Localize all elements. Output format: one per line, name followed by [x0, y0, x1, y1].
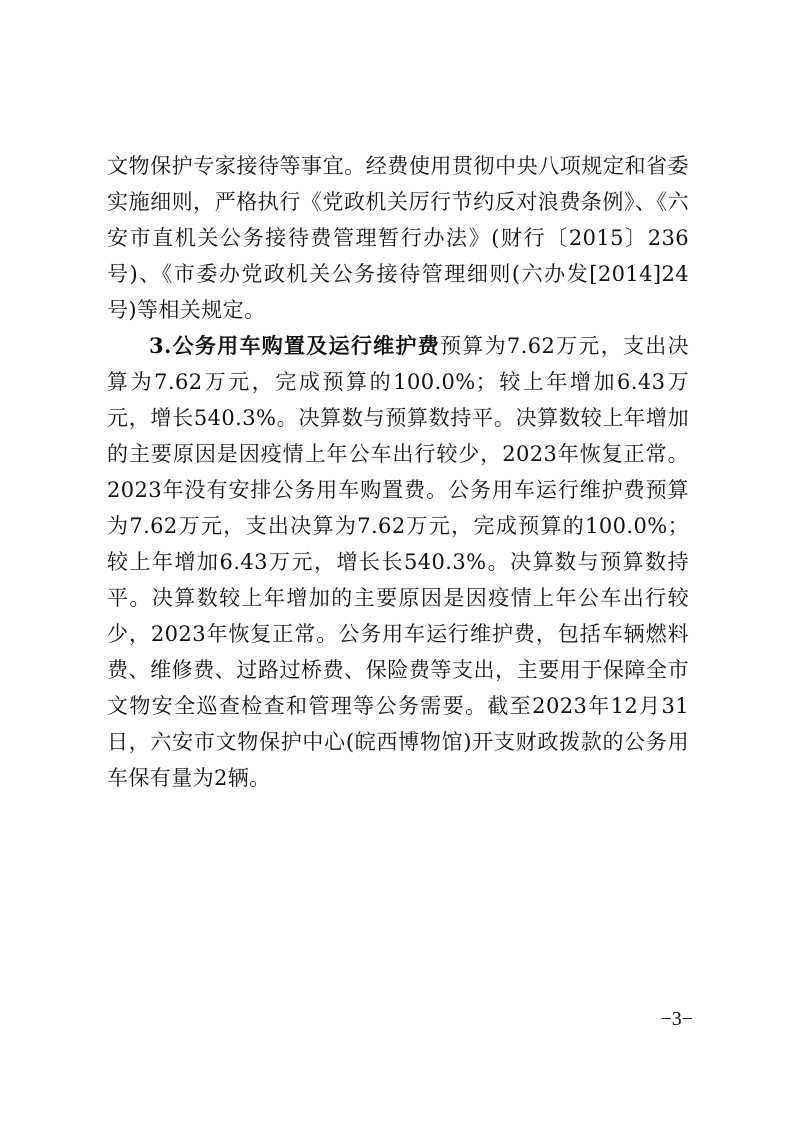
section-heading-vehicle-fees: 3.公务用车购置及运行维护费 [149, 333, 441, 358]
document-body [107, 148, 689, 796]
page-number: −3− [660, 1008, 693, 1030]
paragraph-vehicle-fees-text: 预算为7.62万元，支出决算为7.62万元，完成预算的100.0%；较上年增加6.43万元，增长540.3%。决算数与预算数持平。决算数较上年增加的主要原因是因疫情上年公车出行较少，2023年恢复正常。2023年没有安排公务用车购置费。公务用车运行维护费预算为7.62万元，支出决算为7.62万元，完成预算的100.0%；较上年增加6.43万元，增长长540.3%。决算数与预算数持平。决算数较上年增加的主要原因是因疫情上年公车出行较少，2023年恢复正常。公务用车运行维护费，包括车辆燃料费、维修费、过路过桥费、保险费等支出，主要用于保障全市文物安全巡查检查和管理等公务需要。截至2023年12月31日，六安市文物保护中心(皖西博物馆)开支财政拨款的公务用车保有量为2辆。 [107, 334, 689, 790]
paragraph-vehicle-fees [107, 328, 689, 796]
paragraph-reception-fees: 文物保护专家接待等事宜。经费使用贯彻中央八项规定和省委实施细则，严格执行《党政机关厉行节约反对浪费条例》、《六安市直机关公务接待费管理暂行办法》(财行〔2015〕236号)、《市委办党政机关公务接待管理细则(六办发[2014]24号)等相关规定。 [107, 154, 689, 322]
